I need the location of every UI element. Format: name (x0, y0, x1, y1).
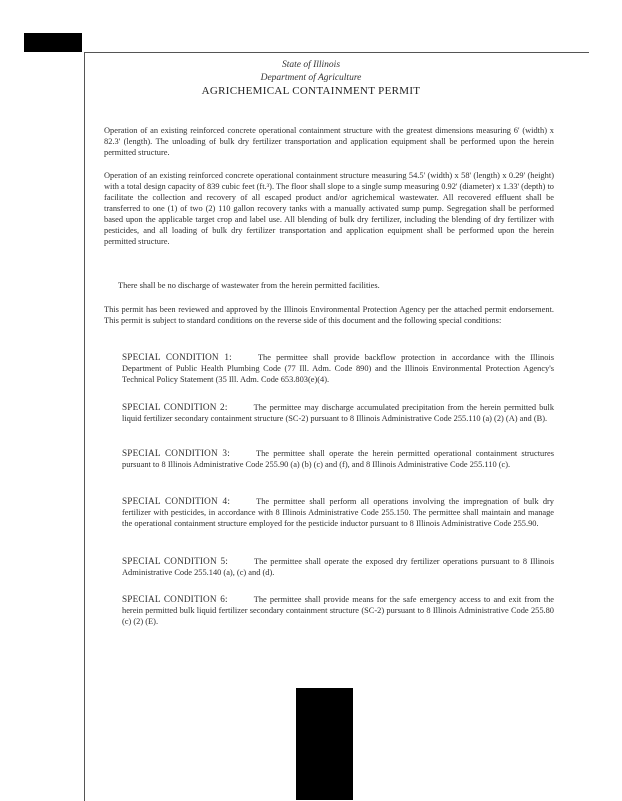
special-condition-5 (122, 556, 554, 578)
no-discharge-paragraph: There shall be no discharge of wastewater from the herein permitted facilities. (118, 281, 380, 290)
condition-text: The permittee shall provide backflow protection in accordance with the Illinois Department of Public Health Plumbing Code (77 Ill. Adm. Code 890) and the Illinois Environmental Protection Agency's Technical Policy Statement (35 Ill. Adm. Code 653.803(e)(4). (122, 353, 554, 384)
condition-text: The permittee shall perform all operations involving the impregnation of bulk dry fertilizer with pesticides, in accordance with 8 Illinois Administrative Code 255.150. The permittee shall maintain and manage the operational containment structure employed for the pesticide inductor pursuant to 8 Illinois Administrative Code 255.90. (122, 497, 554, 528)
special-condition-2 (122, 402, 554, 424)
special-condition-1 (122, 352, 554, 385)
condition-label: SPECIAL CONDITION 3: (122, 448, 230, 458)
condition-label: SPECIAL CONDITION 4: (122, 496, 231, 506)
department-line: Department of Agriculture (260, 73, 362, 83)
approval-paragraph: This permit has been reviewed and approved by the Illinois Environmental Protection Agency per the attached permit endorsement. This permit is subject to standard conditions on the reverse side of this document and the following special conditions: (104, 305, 554, 325)
special-condition-4 (122, 496, 554, 529)
condition-text: The permittee shall provide means for the safe emergency access to and exit from the herein permitted bulk liquid fertilizer secondary containment structure (SC-2) pursuant to 8 Illinois Administrative Code 255.80 (c) (2) (E). (122, 595, 554, 626)
condition-label: SPECIAL CONDITION 1: (122, 352, 232, 362)
redaction-bar-top (24, 33, 82, 52)
condition-label: SPECIAL CONDITION 6: (122, 594, 228, 604)
condition-label: SPECIAL CONDITION 5: (122, 556, 229, 566)
secondary-containment-paragraph: Operation of an existing reinforced concrete operational containment structure measuring 54.5' (width) x 58' (length) x 0.29' (height) with a total design capacity of 839 cubic feet (ft.³). The floor shall slope to a single sump measuring 0.92' (diameter) x 1.33' (depth) to facilitate the collection and recovery of all escaped product and/or agrichemical wastewater. All recovered effluent shall be transferred to one (1) of two (2) 110 gallon recovery tanks with a manually activated sump pump. Segregation shall be performed based upon the applicable target crop and label use. All blending of bulk dry fertilizer, including the blending of dry fertilizer with pesticides, and all loading of bulk dry fertilizer transportation and application equipment shall be performed upon the herein permitted structure. (104, 171, 554, 246)
condition-label: SPECIAL CONDITION 2: (122, 402, 228, 412)
redaction-bar-bottom (296, 688, 353, 800)
page-title: AGRICHEMICAL CONTAINMENT PERMIT (201, 85, 421, 97)
condition-text: The permittee shall operate the herein permitted operational containment structures pursuant to 8 Illinois Administrative Code 255.90 (a) (b) (c) and (f), and 8 Illinois Administrative Code 255.110 (c). (122, 449, 554, 469)
condition-text: The permittee may discharge accumulated precipitation from the herein permitted bulk liquid fertilizer secondary containment structure (SC-2) pursuant to 8 Illinois Administrative Code 255.110 (a) (2) (A) and (B). (122, 403, 555, 423)
special-condition-3 (122, 448, 554, 470)
operation-paragraph: Operation of an existing reinforced concrete operational containment structure with the greatest dimensions measuring 6' (width) x 82.3' (length). The unloading of bulk dry fertilizer transportation and application equipment shall be performed upon the herein permitted structure. (104, 126, 554, 157)
condition-text: The permittee shall operate the exposed dry fertilizer operations pursuant to 8 Illinois Administrative Code 255.140 (a), (c) and (d). (122, 557, 555, 577)
state-line: State of Illinois (281, 60, 341, 70)
special-condition-6 (122, 594, 554, 627)
